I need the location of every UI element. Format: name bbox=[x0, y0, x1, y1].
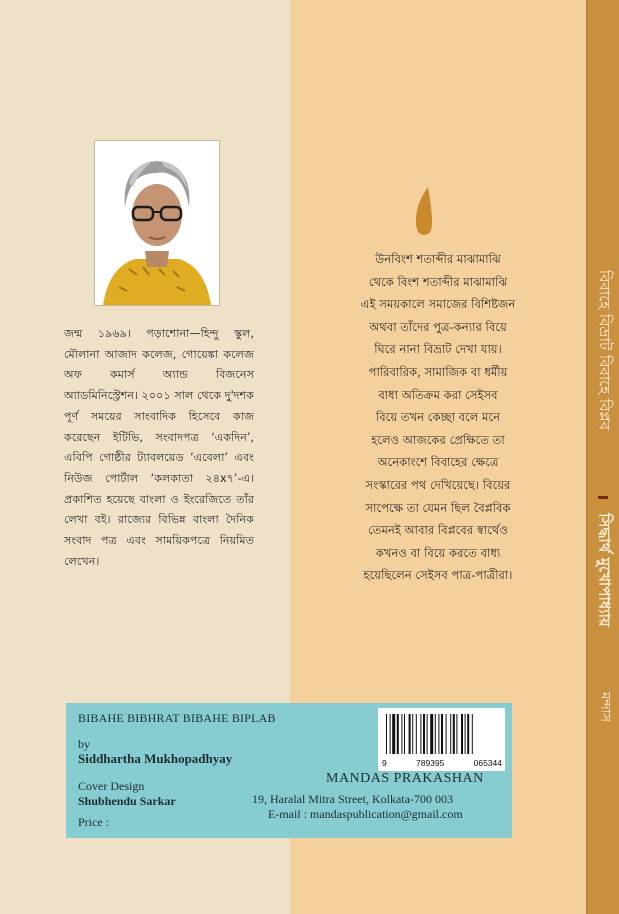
cover-design-label: Cover Design bbox=[78, 779, 145, 793]
spine-separator bbox=[598, 496, 608, 499]
author-name: Siddhartha Mukhopadhyay bbox=[78, 751, 233, 766]
price-label: Price : bbox=[78, 815, 109, 829]
blurb-line: কখনও বা বিয়ে করতে বাধ্য bbox=[375, 545, 501, 560]
blurb-line: উনবিংশ শতাব্দীর মাঝামাঝি bbox=[375, 252, 501, 266]
blurb-line: হয়েছিলেন সেইসব পাত্র-পাত্রীরা। bbox=[363, 568, 513, 583]
blurb-line: সংস্কারের পথ দেখিয়েছে। বিয়ের bbox=[365, 477, 511, 492]
author-photo bbox=[94, 140, 220, 306]
barcode-digits bbox=[382, 758, 502, 768]
by-label: by bbox=[78, 737, 90, 751]
ornament-icon bbox=[412, 185, 434, 237]
spine-title-text: বিবাহে বিভ্রাট বিবাহে বিপ্লব bbox=[595, 269, 614, 431]
book-title-english: BIBAHE BIBHRAT BIBAHE BIPLAB bbox=[78, 711, 276, 725]
blurb-line: বাধা অতিক্রম করা সেইসব bbox=[378, 387, 498, 402]
barcode-bars bbox=[384, 714, 499, 758]
blurb-line: থেকে বিংশ শতাব্দীর মাঝামাঝি bbox=[368, 274, 508, 289]
barcode-digit-group: 9 bbox=[382, 758, 387, 768]
blurb-line: বিয়ে তখন কেচ্ছা বলে মনে bbox=[375, 410, 501, 425]
blurb-line: অনেকাংশে বিবাহের ক্ষেত্রে bbox=[377, 455, 499, 470]
spine-edge bbox=[586, 0, 588, 914]
spine-logo-text: মন্দাস bbox=[597, 691, 613, 723]
spine-publisher-logo bbox=[597, 690, 611, 724]
blurb-line: পারিবারিক, সামাজিক বা ধর্মীয় bbox=[368, 364, 508, 379]
book-blurb bbox=[300, 248, 576, 587]
blurb-line: ঘিরে নানা বিভ্রাট দেখা যায়। bbox=[374, 342, 502, 357]
blurb-line: তেমনই আবার বিপ্লবের স্বার্থেও bbox=[368, 523, 508, 538]
author-bio: জন্ম ১৯৬৯। পড়াশোনা—হিন্দু স্কুল, মৌলানা আজাদ কলেজ, গোয়েঙ্কা কলেজ অফ কমার্স অ্যান্ড বিজনেস অ্যাডমিনিস্ট্রেশন। ২০০১ সাল থেকে দু'দশক পূর্ণ সময়ের সাংবাদিক হিসেবে কাজ করেছেন ইটিভি, সংবাদপত্র ‘একদিন’, এবিপি গোষ্ঠীর ট্যাবলয়েড ‘এবেলা’ এবং নিউজ পোর্টাল ‘কলকাতা ২৪x৭’-এ। প্রকাশিত হয়েছে বাংলা ও ইংরেজিতে তাঁর লেখা বই। রাজ্যের বিভিন্ন বাংলা দৈনিক সংবাদ পত্র এবং সাময়িকপত্রে নিয়মিত লেখেন। bbox=[64, 327, 254, 568]
cover-designer-name: Shubhendu Sarkar bbox=[78, 794, 176, 808]
spine-author bbox=[590, 500, 616, 640]
isbn-barcode bbox=[378, 708, 505, 771]
barcode-digit-group: 789395 bbox=[415, 758, 445, 768]
blurb-line: এই সময়কালে সমাজের বিশিষ্টজন bbox=[360, 297, 516, 312]
blurb-line: সাপেক্ষে তা যেমন ছিল বৈপ্লবিক bbox=[365, 500, 511, 515]
barcode-digit-group: 065344 bbox=[473, 758, 502, 768]
blurb-line: অথবা তাঁদের পুত্র-কন্যার বিয়ে bbox=[369, 319, 507, 334]
publisher-address: 19, Haralal Mitra Street, Kolkata-700 003 bbox=[252, 792, 453, 806]
spine-author-text: সিদ্ধার্থ মুখোপাধ্যায় bbox=[595, 513, 614, 627]
publisher-email: E-mail : mandaspublication@gmail.com bbox=[268, 807, 463, 821]
blurb-line: হলেও আজকের প্রেক্ষিতে তা bbox=[371, 432, 505, 447]
publisher-name: MANDAS PRAKASHAN bbox=[326, 771, 484, 786]
book-info-box bbox=[66, 703, 512, 838]
